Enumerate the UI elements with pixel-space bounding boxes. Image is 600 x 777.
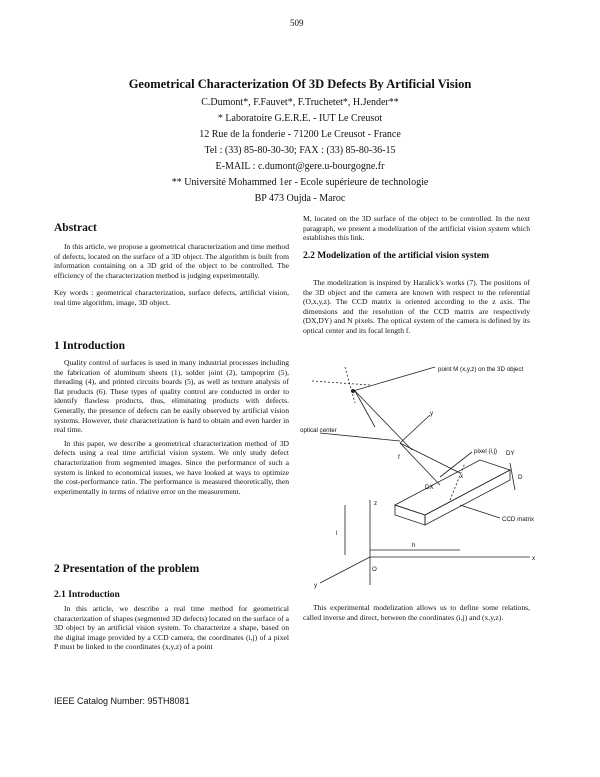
intro-heading: 1 Introduction — [54, 340, 126, 352]
ccd-dash — [450, 463, 465, 500]
figure-caption-text — [303, 603, 530, 622]
dash-line-2 — [345, 367, 355, 403]
address-1: 12 Rue de la fonderie - 71200 Le Creusot - France — [199, 129, 401, 140]
authors: C.Dumont*, F.Fauvet*, F.Truchetet*, H.Jender** — [201, 97, 399, 108]
ccd-top-face — [395, 460, 510, 515]
x-camera-label: x — [460, 473, 464, 480]
l-label: l — [336, 530, 338, 537]
presentation-text — [54, 604, 289, 652]
h-label: h — [412, 542, 416, 549]
presentation-heading: 2 Presentation of the problem — [54, 563, 200, 575]
affiliation-2: ** Université Mohammed 1er - Ecole supérieure de technologie — [171, 177, 429, 188]
abstract-text — [54, 242, 289, 308]
z-label: z — [374, 500, 378, 507]
camera-axis-1 — [400, 443, 440, 485]
camera-axis-2 — [400, 415, 430, 443]
modelization-paragraph: The modelization is inspired by Haralick's works (7). The positions of the 3D object and the camera are known with respect to the referential (O,x,y,z). The CCD matrix is oriented according to the z axis. The dimensions and the resolution of the CCD matrix are respectively (DX,DY) and N pixels. The optical system of the camera is defined by its optical center and its focal length f. — [303, 278, 530, 335]
abstract-heading: Abstract — [54, 222, 97, 234]
y-camera-label: y — [430, 410, 434, 417]
camera-model-figure — [300, 355, 540, 590]
continued-paragraph: M, located on the 3D surface of the object to be controlled. In the next paragraph, we present a modelization of the artificial vision system which establishes this link. — [303, 214, 530, 243]
y-axis — [320, 557, 370, 583]
point-m-marker — [351, 389, 355, 393]
dy-label: DY — [506, 450, 515, 457]
point-label: point M (x,y,z) on the 3D object — [438, 366, 524, 373]
catalog-number: IEEE Catalog Number: 95TH8081 — [54, 696, 190, 706]
presentation-paragraph-1: In this article, we describe a real time method for geometrical characterization of shapes (segmented 3D defects) located on the surface of a 3D object by an artificial vision system. To characterize a shape, based on the digital image provided by a CCD camera, the coordinates (i,j) of a pixel P must be linked to the coordinates (x,y,z) of a point — [54, 604, 289, 652]
intro-paragraph-1: Quality control of surfaces is used in many industrial processes including the fabrication of aluminum sheets (1), solder joint (2), tampoprint (5), threading (4), and printed circuits boards (5), as well as texture analysis of flat products (6). These types of quality control are conducted in order to identify flawless products, thus, eliminating products with defects. Generally, the presence of defects can be easily observed by artificial vision systems. However, their characterization is hard to obtain and even harder in real time. — [54, 358, 289, 435]
affiliation-1: * Laboratoire G.E.R.E. - IUT Le Creusot — [217, 113, 383, 124]
optical-center-label: optical center — [300, 427, 337, 434]
y-label: y — [314, 582, 318, 589]
optical-leader-line — [320, 433, 400, 441]
figure-caption-paragraph: This experimental modelization allows us to define some relations, called inverse and direct, between the coordinates (i,j) and (x,y,z). — [303, 603, 530, 622]
author-block — [0, 95, 600, 207]
modelization-subheading: 2.2 Modelization of the artificial vision system — [303, 251, 490, 261]
paper-title: Geometrical Characterization Of 3D Defects By Artificial Vision — [128, 77, 472, 91]
right-continued-text — [303, 214, 530, 243]
origin-label: O — [372, 566, 377, 573]
intro-text — [54, 358, 289, 496]
keywords: Key words : geometrical characterization, surface defects, artificial vision, real time algorithm, image, 3D object. — [54, 288, 289, 307]
pixel-leader-line — [440, 452, 472, 477]
modelization-text — [303, 278, 530, 336]
page-number: 509 — [290, 18, 304, 28]
ccd-leader-line — [460, 505, 500, 518]
point-leader-line — [353, 367, 435, 391]
x-label: x — [532, 555, 536, 562]
intro-paragraph-2: In this paper, we describe a geometrical characterization method of 3D defects using a real time artificial vision system. We only study defect characterization from segmented images. Since the performance of such a system is linked to economical issues, we have looked at ways to optimize the cost-performance ratio. The performance is measured theoretically, then experimentally in terms of relative error on the measurement. — [54, 438, 289, 496]
ccd-label: CCD matrix — [502, 516, 534, 523]
address-2: BP 473 Oujda - Maroc — [254, 193, 346, 204]
abstract-paragraph: In this article, we propose a geometrical characterization and time method of defects, located on the surface of a 3D object. The algorithm is built from information containing on a 3D grid of the object to be controlled. The efficiency of the characterization method is judging experimentally. — [54, 242, 289, 280]
phone-fax: Tel : (33) 85-80-30-30; FAX : (33) 85-80-36-15 — [204, 145, 396, 156]
d-label: D — [518, 474, 523, 481]
introduction-subheading: 2.1 Introduction — [54, 590, 120, 600]
d-dimension — [510, 463, 515, 490]
ccd-side-face — [395, 505, 425, 525]
pixel-label: pixel (i,j) — [474, 448, 498, 455]
email: E-MAIL : c.dumont@gere.u-bourgogne.fr — [215, 161, 385, 172]
dx-label: DX — [425, 484, 434, 491]
ray-line-2 — [355, 391, 412, 450]
f-label: f — [398, 454, 400, 461]
dash-line-1 — [312, 381, 370, 385]
